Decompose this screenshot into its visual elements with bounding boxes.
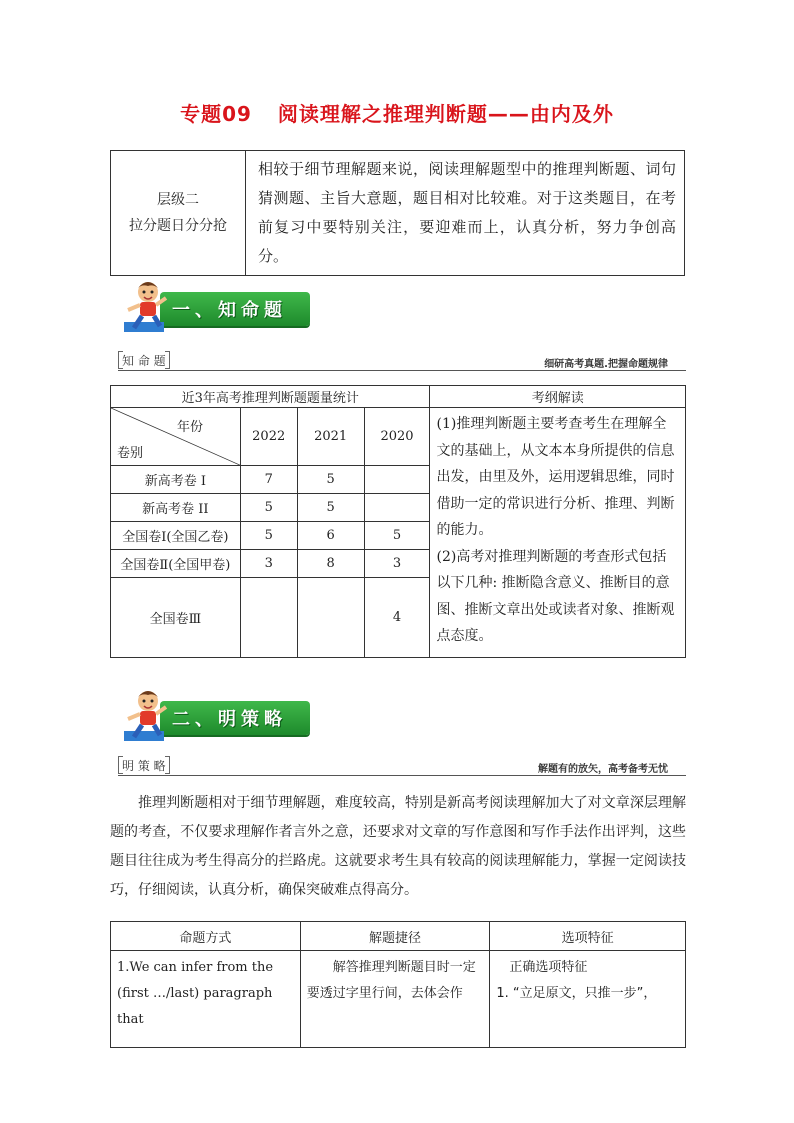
question-form-cell: 1.We can infer from the (first …/last) paragraph that — [111, 951, 301, 1048]
strategy-table — [110, 921, 686, 1048]
strategy-paragraph: 推理判断题相对于细节理解题，难度较高，特别是新高考阅读理解加大了对文章深层理解题的考查，不仅要求理解作者言外之意，还要求对文章的写作意图和写作手法作出评判，这些题目往往成为考生得高分的拦路虎。这就要求考生具有较高的阅读理解能力，掌握一定阅读技巧，仔细阅读，认真分析，确保突破难点得高分。 — [110, 795, 686, 898]
title-number: 专题09 — [180, 102, 252, 126]
row-value: 5 — [297, 494, 364, 522]
row-value: 5 — [240, 494, 297, 522]
option-feature-cell — [490, 951, 686, 1048]
row-name: 全国卷Ⅱ(全国甲卷) — [111, 550, 241, 578]
stats-table — [110, 385, 686, 658]
interp-point-1: (1)推理判断题主要考查考生在理解全文的基础上，从文本本身所提供的信息出发，由里及外，运用逻辑思维，同时借助一定的常识进行分析、推理、判断的能力。 — [436, 416, 675, 538]
row-name: 新高考卷 II — [111, 494, 241, 522]
solution-cell: 解答推理判断题目时一定要透过字里行间，去体会作 — [300, 951, 490, 1048]
running-boy-icon — [120, 278, 176, 336]
row-value: 8 — [297, 550, 364, 578]
banner-text: 二、明策略 — [172, 709, 287, 730]
interp-cell — [430, 408, 686, 658]
row-value: 5 — [297, 466, 364, 494]
title-text: 阅读理解之推理判断题——由内及外 — [277, 102, 614, 126]
year-2022: 2022 — [240, 408, 297, 466]
option-feature-title: 正确选项特征 — [509, 960, 588, 975]
row-value: 3 — [240, 550, 297, 578]
level-cell — [111, 151, 246, 276]
paper-label: 卷别 — [117, 446, 144, 461]
row-value: 5 — [364, 522, 430, 550]
section2-banner — [120, 687, 312, 743]
interp-header: 考纲解读 — [430, 386, 686, 408]
level-sublabel: 拉分题日分分抢 — [129, 218, 227, 234]
row-value — [240, 578, 297, 658]
row-value: 6 — [297, 522, 364, 550]
section1-header-line — [118, 352, 686, 371]
intro-table — [110, 150, 685, 276]
row-value: 3 — [364, 550, 430, 578]
col-header: 选项特征 — [490, 922, 686, 951]
section2-motto: 解题有的放矢，高考备考无忧 — [538, 764, 668, 775]
row-value: 7 — [240, 466, 297, 494]
year-2020: 2020 — [364, 408, 430, 466]
page-title — [0, 98, 794, 127]
row-value — [297, 578, 364, 658]
diagonal-header-cell — [111, 408, 241, 466]
col-header: 命题方式 — [111, 922, 301, 951]
section2-header-line — [118, 757, 686, 776]
row-value: 5 — [240, 522, 297, 550]
row-value — [364, 494, 430, 522]
col-header: 解题捷径 — [300, 922, 490, 951]
year-2021: 2021 — [297, 408, 364, 466]
section1-motto: 细研高考真题.把握命题规律 — [544, 359, 668, 370]
section1-banner — [120, 278, 312, 334]
row-name: 全国卷Ⅰ(全国乙卷) — [111, 522, 241, 550]
intro-description: 相较于细节理解题来说，阅读理解题型中的推理判断题、词句猜测题、主旨大意题，题目相对比较难。对于这类题目，在考前复习中要特别关注，要迎难而上，认真分析，努力争创高分。 — [246, 151, 685, 276]
banner-text: 一、知命题 — [172, 300, 287, 321]
option-feature-point: 1. “立足原文，只推一步”， — [496, 986, 657, 1001]
year-label: 年份 — [177, 420, 204, 435]
stats-header: 近3年高考推理判断题题量统计 — [111, 386, 430, 408]
section2-tag: 明 策 略 — [122, 759, 166, 773]
running-boy-icon — [120, 687, 176, 745]
section1-tag: 知 命 题 — [122, 354, 166, 368]
row-value — [364, 466, 430, 494]
interp-point-2: (2)高考对推理判断题的考查形式包括以下几种: 推断隐含意义、推断目的意图、推断文章出处或读者对象、推断观点态度。 — [436, 548, 675, 644]
row-name: 全国卷Ⅲ — [111, 578, 241, 658]
level-label: 层级二 — [157, 192, 199, 208]
row-value: 4 — [364, 578, 430, 658]
row-name: 新高考卷 I — [111, 466, 241, 494]
